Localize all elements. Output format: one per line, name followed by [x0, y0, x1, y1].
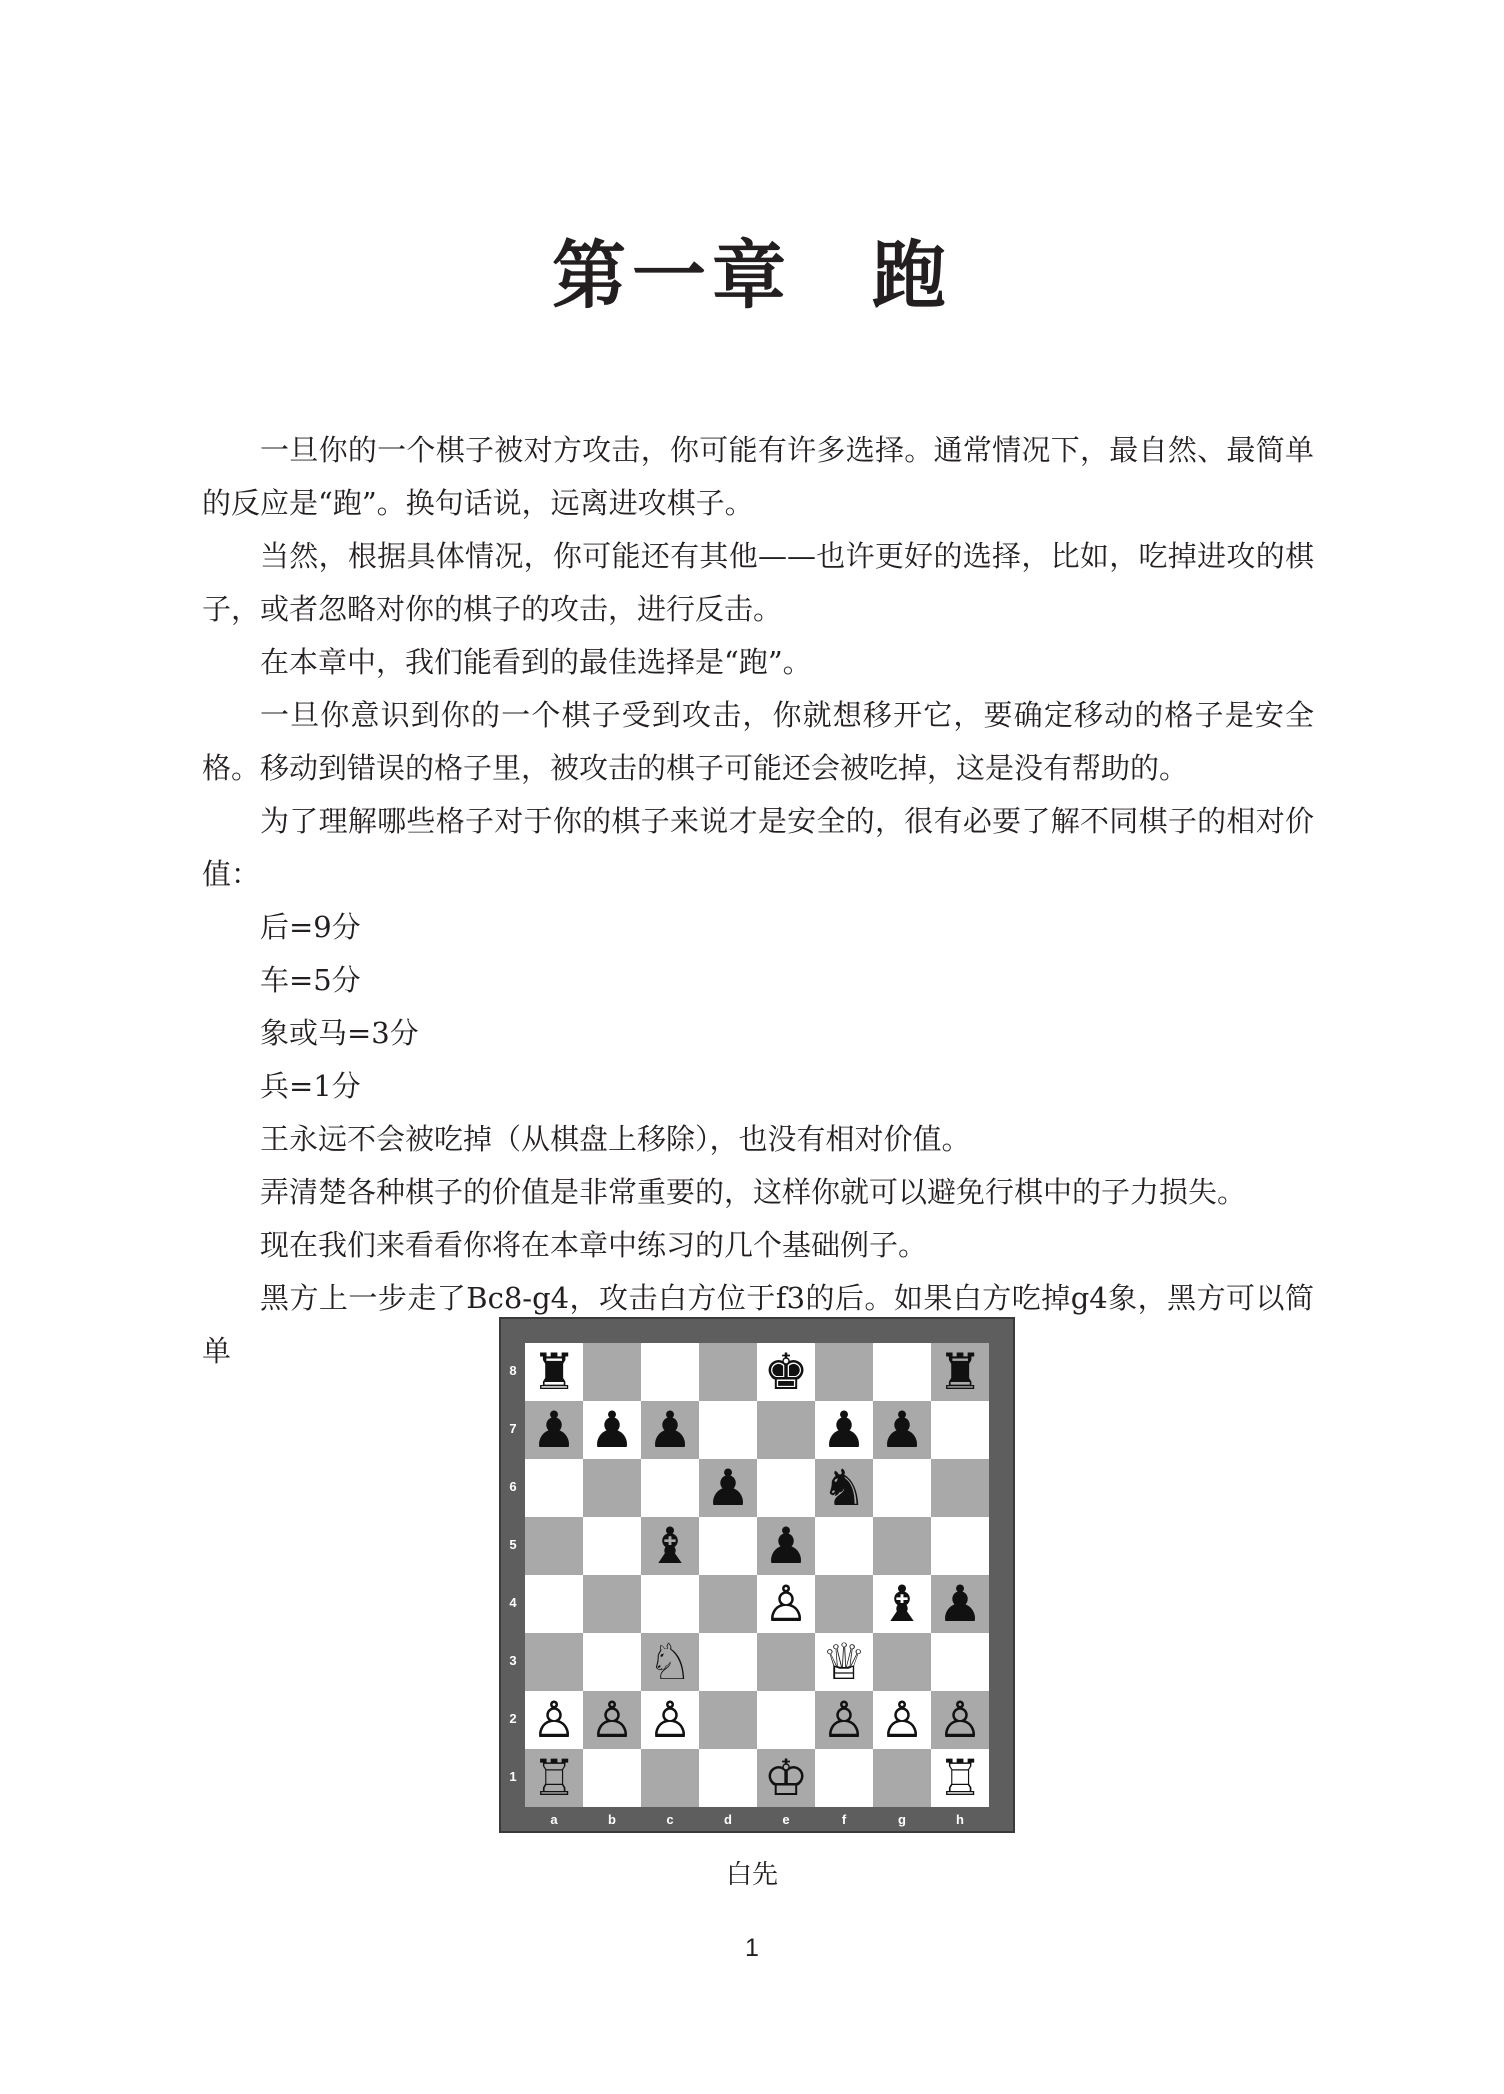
chess-piece: ♙	[821, 1691, 867, 1749]
board-square-g3	[873, 1633, 931, 1691]
chess-piece: ♟	[821, 1401, 867, 1459]
chess-piece: ♝	[647, 1517, 693, 1575]
board-square-e7	[757, 1401, 815, 1459]
board-square-c2	[641, 1691, 699, 1749]
rank-label: 7	[509, 1421, 517, 1436]
board-square-e5	[757, 1517, 815, 1575]
file-label: h	[956, 1812, 964, 1827]
board-square-c1	[641, 1749, 699, 1807]
board-square-f3	[815, 1633, 873, 1691]
board-square-h6	[931, 1459, 989, 1517]
board-square-g2	[873, 1691, 931, 1749]
chess-piece: ♖	[531, 1749, 577, 1807]
board-square-a7	[525, 1401, 583, 1459]
file-label: a	[550, 1812, 558, 1827]
board-square-g6	[873, 1459, 931, 1517]
paragraph: 一旦你的一个棋子被对方攻击，你可能有许多选择。通常情况下，最自然、最简单的反应是“跑”。换句话说，远离进攻棋子。	[202, 433, 1314, 520]
board-square-e6	[757, 1459, 815, 1517]
rank-label: 4	[509, 1595, 517, 1610]
board-square-h2	[931, 1691, 989, 1749]
board-square-d4	[699, 1575, 757, 1633]
board-square-d3	[699, 1633, 757, 1691]
board-square-a6	[525, 1459, 583, 1517]
chess-piece: ♙	[937, 1691, 983, 1749]
board-square-a4	[525, 1575, 583, 1633]
board-square-c3	[641, 1633, 699, 1691]
board-square-b3	[583, 1633, 641, 1691]
board-square-e4	[757, 1575, 815, 1633]
board-square-a2	[525, 1691, 583, 1749]
board-square-e2	[757, 1691, 815, 1749]
paragraph: 为了理解哪些格子对于你的棋子来说才是安全的，很有必要了解不同棋子的相对价值：	[202, 804, 1314, 891]
board-square-f1	[815, 1749, 873, 1807]
board-square-c7	[641, 1401, 699, 1459]
paragraph: 黑方上一步走了Bc8-g4，攻击白方位于f3的后。如果白方吃掉g4象，黑方可以简单	[202, 1281, 1314, 1368]
board-square-h3	[931, 1633, 989, 1691]
board-square-b4	[583, 1575, 641, 1633]
chess-piece: ♘	[647, 1633, 693, 1691]
rank-label: 1	[509, 1769, 517, 1784]
paragraph: 王永远不会被吃掉（从棋盘上移除），也没有相对价值。	[260, 1122, 971, 1156]
board-square-f6	[815, 1459, 873, 1517]
board-square-d1	[699, 1749, 757, 1807]
chess-piece: ♙	[589, 1691, 635, 1749]
board-square-g1	[873, 1749, 931, 1807]
file-label: d	[724, 1812, 732, 1827]
board-square-h7	[931, 1401, 989, 1459]
chess-piece: ♕	[821, 1633, 867, 1691]
body-text	[202, 424, 1314, 1378]
board-square-f4	[815, 1575, 873, 1633]
file-label: f	[841, 1812, 847, 1827]
paragraph: 当然，根据具体情况，你可能还有其他——也许更好的选择，比如，吃掉进攻的棋子，或者忽略对你的棋子的攻击，进行反击。	[202, 539, 1314, 626]
chess-piece: ♟	[937, 1575, 983, 1633]
rank-label: 3	[509, 1653, 517, 1668]
board-square-c4	[641, 1575, 699, 1633]
board-square-f7	[815, 1401, 873, 1459]
chess-piece: ♟	[705, 1459, 751, 1517]
board-square-c5	[641, 1517, 699, 1575]
paragraph: 后=9分	[260, 910, 361, 944]
board-square-a8	[525, 1343, 583, 1401]
chess-piece: ♞	[821, 1459, 867, 1517]
chess-piece: ♝	[879, 1575, 925, 1633]
board-square-h1	[931, 1749, 989, 1807]
file-label: b	[608, 1812, 616, 1827]
chess-piece: ♙	[647, 1691, 693, 1749]
paragraph: 兵=1分	[260, 1069, 361, 1103]
board-square-f2	[815, 1691, 873, 1749]
board-square-g7	[873, 1401, 931, 1459]
chess-piece: ♟	[879, 1401, 925, 1459]
rank-label: 5	[509, 1537, 517, 1552]
paragraph: 在本章中，我们能看到的最佳选择是“跑”。	[260, 645, 812, 679]
board-square-c8	[641, 1343, 699, 1401]
board-square-d7	[699, 1401, 757, 1459]
paragraph: 象或马=3分	[260, 1016, 419, 1050]
board-square-a1	[525, 1749, 583, 1807]
chess-piece: ♜	[531, 1343, 577, 1401]
chapter-title: 第一章 跑	[552, 233, 952, 319]
page-number: 1	[745, 1934, 759, 1962]
board-square-h8	[931, 1343, 989, 1401]
paragraph: 车=5分	[260, 963, 361, 997]
board-square-b2	[583, 1691, 641, 1749]
board-square-a5	[525, 1517, 583, 1575]
board-square-d5	[699, 1517, 757, 1575]
diagram-caption: 白先	[725, 1860, 778, 1890]
board-square-g5	[873, 1517, 931, 1575]
paragraph: 现在我们来看看你将在本章中练习的几个基础例子。	[260, 1228, 928, 1262]
board-square-d8	[699, 1343, 757, 1401]
board-square-c6	[641, 1459, 699, 1517]
chess-piece: ♖	[937, 1749, 983, 1807]
file-label: c	[666, 1812, 674, 1827]
board-square-b5	[583, 1517, 641, 1575]
chess-piece: ♙	[531, 1691, 577, 1749]
board-square-d6	[699, 1459, 757, 1517]
chess-piece: ♟	[647, 1401, 693, 1459]
board-square-b8	[583, 1343, 641, 1401]
board-square-e1	[757, 1749, 815, 1807]
board-square-e8	[757, 1343, 815, 1401]
chess-piece: ♟	[531, 1401, 577, 1459]
chess-piece: ♔	[763, 1749, 809, 1807]
chess-piece: ♟	[589, 1401, 635, 1459]
board-square-e3	[757, 1633, 815, 1691]
paragraph: 弄清楚各种棋子的价值是非常重要的，这样你就可以避免行棋中的子力损失。	[260, 1175, 1247, 1209]
file-label: g	[898, 1812, 906, 1827]
rank-label: 8	[509, 1363, 517, 1378]
board-square-h4	[931, 1575, 989, 1633]
board-square-d2	[699, 1691, 757, 1749]
board-square-h5	[931, 1517, 989, 1575]
chess-board	[525, 1343, 989, 1807]
chess-piece: ♟	[763, 1517, 809, 1575]
rank-label: 2	[509, 1711, 517, 1726]
board-square-b1	[583, 1749, 641, 1807]
board-square-b7	[583, 1401, 641, 1459]
chess-piece: ♜	[937, 1343, 983, 1401]
chess-diagram	[499, 1317, 1015, 1833]
board-square-b6	[583, 1459, 641, 1517]
board-square-g4	[873, 1575, 931, 1633]
board-square-g8	[873, 1343, 931, 1401]
chess-piece: ♙	[763, 1575, 809, 1633]
chess-piece: ♚	[763, 1343, 809, 1401]
paragraph: 一旦你意识到你的一个棋子受到攻击，你就想移开它，要确定移动的格子是安全格。移动到错误的格子里，被攻击的棋子可能还会被吃掉，这是没有帮助的。	[202, 698, 1314, 785]
rank-label: 6	[509, 1479, 517, 1494]
file-label: e	[782, 1812, 790, 1827]
board-square-a3	[525, 1633, 583, 1691]
chess-piece: ♙	[879, 1691, 925, 1749]
board-square-f5	[815, 1517, 873, 1575]
board-square-f8	[815, 1343, 873, 1401]
